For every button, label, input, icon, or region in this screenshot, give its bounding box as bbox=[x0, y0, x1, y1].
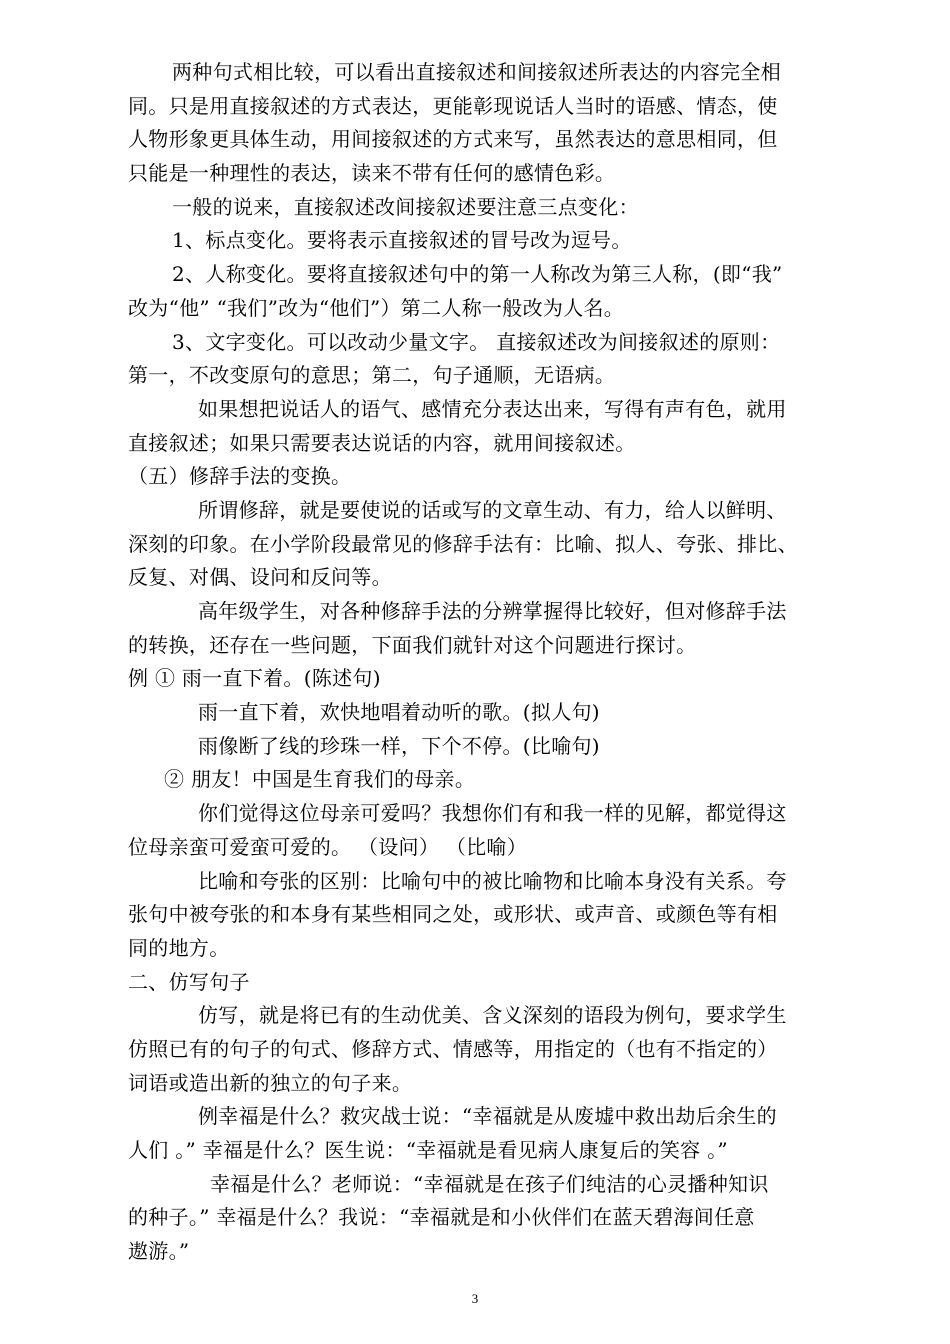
text-line: 反复、对偶、设问和反问等。 bbox=[128, 565, 392, 590]
text-line: 第一，不改变原句的意思；第二，句子通顺，无语病。 bbox=[128, 363, 616, 388]
text-line: 深刻的印象。在小学阶段最常见的修辞手法有：比喻、拟人、夸张、排比、 bbox=[128, 531, 798, 556]
text-line: 两种句式相比较，可以看出直接叙述和间接叙述所表达的内容完全相 bbox=[172, 60, 781, 84]
text-line: 张句中被夸张的和本身有某些相同之处，或形状、或声音、或颜色等有相 bbox=[128, 902, 778, 927]
text-line: 位母亲蛮可爱蛮可爱的。 （设问） （比喻） bbox=[128, 834, 528, 859]
text-line: 仿写，就是将已有的生动优美、含义深刻的语段为例句，要求学生 bbox=[198, 1003, 787, 1028]
text-line: 仿照已有的句子的句式、修辞方式、情感等，用指定的（也有不指定的） bbox=[128, 1036, 778, 1061]
text-line: 词语或造出新的独立的句子来。 bbox=[128, 1070, 413, 1095]
text-line: 人物形象更具体生动，用间接叙述的方式来写，虽然表达的意思相同，但 bbox=[128, 127, 778, 152]
text-line: 你们觉得这位母亲可爱吗？我想你们有和我一样的见解，都觉得这 bbox=[198, 801, 787, 826]
text-line: 改为“他” “我们”改为“他们”）第二人称一般改为人名。 bbox=[128, 295, 625, 320]
text-line: 遨游。” bbox=[128, 1239, 190, 1264]
text-line: 比喻和夸张的区别：比喻句中的被比喻物和比喻本身没有关系。夸 bbox=[198, 868, 787, 893]
text-line: 只能是一种理性的表达，读来不带有任何的感情色彩。 bbox=[128, 161, 616, 186]
text-line: 二、仿写句子 bbox=[128, 969, 250, 994]
text-line: 同的地方。 bbox=[128, 935, 230, 960]
text-line: 雨像断了线的珍珠一样，下个不停。(比喻句) bbox=[198, 733, 600, 758]
text-line: 如果想把说话人的语气、感情充分表达出来，写得有声有色，就用 bbox=[198, 396, 787, 421]
text-line: 雨一直下着，欢快地唱着动听的歌。(拟人句) bbox=[198, 700, 600, 725]
text-line: 3、文字变化。可以改动少量文字。 直接叙述改为间接叙述的原则： bbox=[172, 329, 781, 354]
text-line: ② 朋友！中国是生育我们的母亲。 bbox=[164, 767, 476, 792]
text-line: 一般的说来，直接叙述改间接叙述要注意三点变化： bbox=[172, 194, 639, 219]
text-line: 1、标点变化。要将表示直接叙述的冒号改为逗号。 bbox=[172, 228, 632, 253]
text-line: 例 ① 雨一直下着。(陈述句) bbox=[128, 666, 381, 691]
text-line: 高年级学生，对各种修辞手法的分辨掌握得比较好，但对修辞手法 bbox=[198, 599, 787, 623]
text-line: 的种子。” 幸福是什么？我说：“幸福就是和小伙伴们在蓝天碧海间任意 bbox=[128, 1205, 755, 1230]
text-line: 例幸福是什么？救灾战士说：“幸福就是从废墟中救出劫后余生的 bbox=[198, 1104, 777, 1129]
text-line: 2、人称变化。要将直接叙述句中的第一人称改为第三人称，(即“我” bbox=[172, 262, 783, 287]
text-line: 的转换，还存在一些问题，下面我们就针对这个问题进行探讨。 bbox=[128, 632, 697, 657]
text-line: （五）修辞手法的变换。 bbox=[128, 464, 352, 489]
text-line: 直接叙述；如果只需要表达说话的内容，就用间接叙述。 bbox=[128, 430, 636, 455]
text-line: 所谓修辞，就是要使说的话或写的文章生动、有力，给人以鲜明、 bbox=[198, 497, 787, 522]
text-line: 人们 。” 幸福是什么？医生说：“幸福就是看见病人康复后的笑容 。” bbox=[128, 1138, 728, 1162]
page-number: 3 bbox=[471, 1291, 479, 1306]
text-line: 幸福是什么？老师说：“幸福就是在孩子们纯洁的心灵播种知识 bbox=[210, 1171, 769, 1196]
text-line: 同。只是用直接叙述的方式表达，更能彰现说话人当时的语感、情态，使 bbox=[128, 93, 778, 118]
document-body bbox=[128, 56, 838, 1269]
